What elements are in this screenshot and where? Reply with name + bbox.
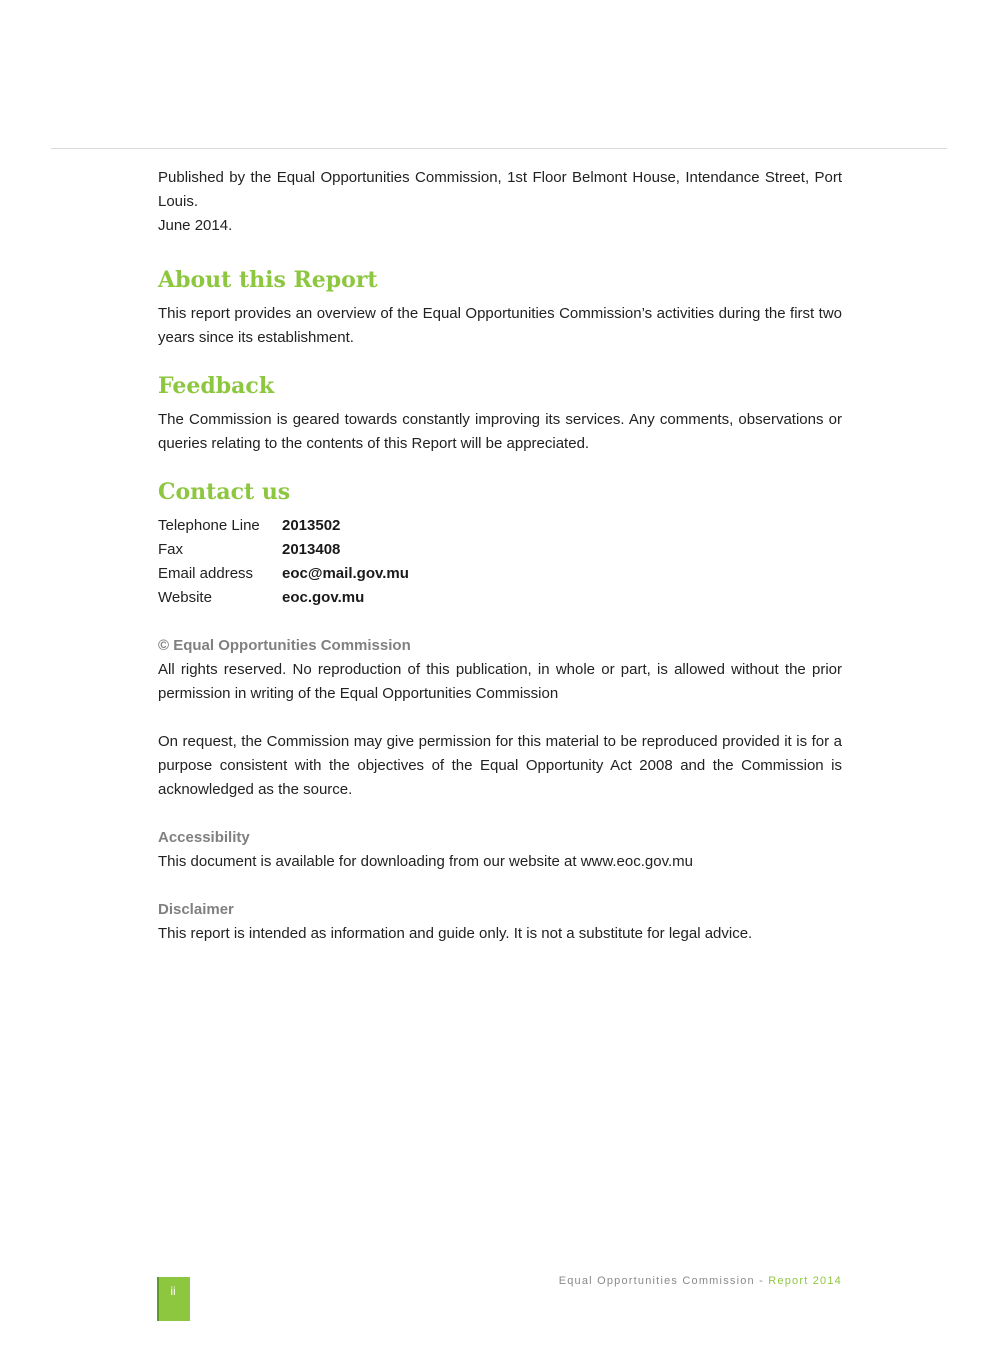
page-number: ii [170,1284,176,1298]
contact-label-email: Email address [158,565,254,582]
page-content [158,166,842,946]
contact-value-email: eoc@mail.gov.mu [282,565,409,582]
disclaimer-section [158,898,842,946]
disclaimer-heading: Disclaimer [158,901,234,918]
publish-date: June 2014. [158,217,233,234]
accessibility-section [158,826,842,874]
publisher-line: Published by the Equal Opportunities Commission, 1st Floor Belmont House, Intendance Street, Port Louis. [158,169,842,210]
publisher-info [158,166,842,238]
copyright-heading: © Equal Opportunities Commission [158,637,411,654]
contact-value-website: eoc.gov.mu [282,589,365,606]
permission-section [158,730,842,802]
about-heading: About this Report [158,267,378,293]
accessibility-body: This document is available for downloading from our website at www.eoc.gov.mu [158,853,693,870]
footer-report-title [559,1275,842,1287]
contact-label-fax: Fax [158,541,184,558]
header-divider [51,148,947,149]
footer-report: Report 2014 [768,1275,842,1287]
contact-label-telephone: Telephone Line [158,517,260,534]
page-number-tab [157,1277,190,1321]
accessibility-heading: Accessibility [158,829,250,846]
disclaimer-body: This report is intended as information and guide only. It is not a substitute for legal advice. [158,925,753,942]
contact-heading: Contact us [158,479,291,505]
contact-value-telephone: 2013502 [282,517,341,534]
contact-value-fax: 2013408 [282,541,341,558]
footer-org: Equal Opportunities Commission - [558,1275,769,1287]
permission-body: On request, the Commission may give permission for this material to be reproduced provided it is for a purpose consistent with the objectives of the Equal Opportunity Act 2008 and the Commission is acknowledged as the source. [158,733,842,798]
about-body: This report provides an overview of the Equal Opportunities Commission’s activities during the first two years since its establishment. [158,305,842,346]
feedback-heading: Feedback [158,373,275,399]
copyright-section [158,634,842,706]
copyright-body: All rights reserved. No reproduction of this publication, in whole or part, is allowed without the prior permission in writing of the Equal Opportunities Commission [158,661,842,702]
contact-table [158,514,842,610]
contact-label-website: Website [158,589,212,606]
feedback-body: The Commission is geared towards constantly improving its services. Any comments, observations or queries relating to the contents of this Report will be appreciated. [158,411,842,452]
